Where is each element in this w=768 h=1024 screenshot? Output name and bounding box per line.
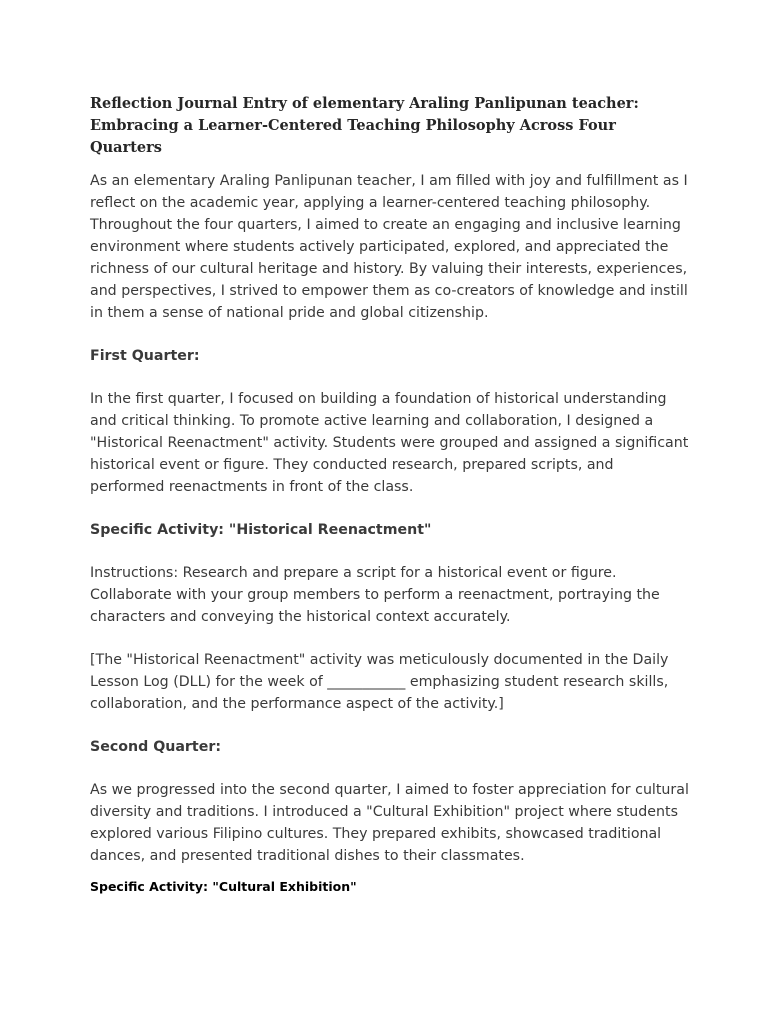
document-page <box>90 93 690 897</box>
dll-note-paragraph: [The "Historical Reenactment" activity was meticulously documented in the Daily Lesson Log (DLL) for the week of ___________ emphasizing student research skills, collaboration, and the performance aspect of the activity.] <box>90 652 669 712</box>
historical-reenactment-heading: Specific Activity: "Historical Reenactment" <box>90 522 432 538</box>
cultural-exhibition-heading: Specific Activity: "Cultural Exhibition" <box>90 879 357 894</box>
second-quarter-paragraph: As we progressed into the second quarter, I aimed to foster appreciation for cultural diversity and traditions. I introduced a "Cultural Exhibition" project where students explored various Filipino cultures. They prepared exhibits, showcased traditional dances, and presented traditional dishes to their classmates. <box>90 782 689 864</box>
intro-paragraph: As an elementary Araling Panlipunan teacher, I am filled with joy and fulfillment as I reflect on the academic year, applying a learner-centered teaching philosophy. Throughout the four quarters, I aimed to create an engaging and inclusive learning environment where students actively participated, explored, and appreciated the richness of our cultural heritage and history. By valuing their interests, experiences, and perspectives, I strived to empower them as co-creators of knowledge and instill in them a sense of national pride and global citizenship. <box>90 173 688 321</box>
document-title: Reflection Journal Entry of elementary Araling Panlipunan teacher: Embracing a Learner-Centered Teaching Philosophy Across Four Quarters <box>90 95 639 156</box>
instructions-paragraph: Instructions: Research and prepare a script for a historical event or figure. Collaborate with your group members to perform a reenactment, portraying the characters and conveying the historical context accurately. <box>90 565 660 625</box>
second-quarter-heading: Second Quarter: <box>90 739 221 755</box>
first-quarter-paragraph: In the first quarter, I focused on building a foundation of historical understanding and critical thinking. To promote active learning and collaboration, I designed a "Historical Reenactment" activity. Students were grouped and assigned a significant historical event or figure. They conducted research, prepared scripts, and performed reenactments in front of the class. <box>90 391 689 495</box>
first-quarter-heading: First Quarter: <box>90 348 200 364</box>
